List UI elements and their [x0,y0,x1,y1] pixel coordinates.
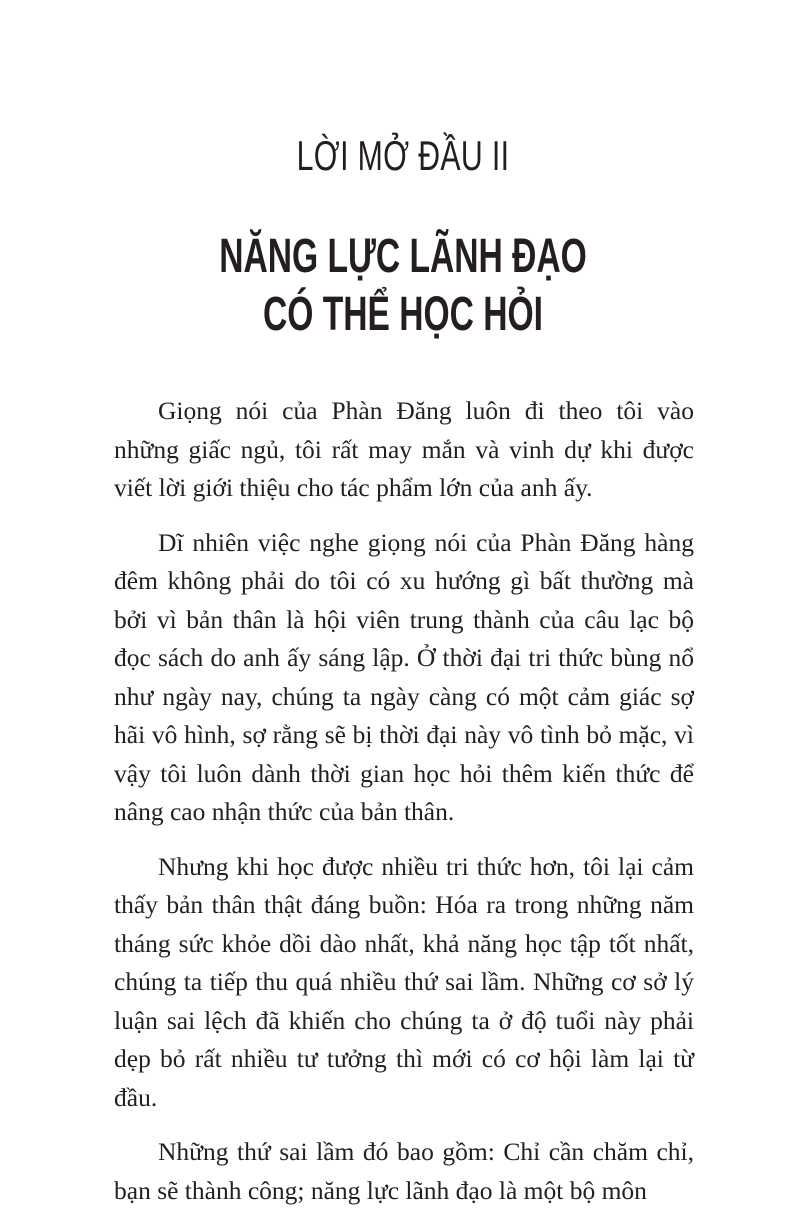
paragraph-3: Nhưng khi học được nhiều tri thức hơn, tôi lại cảm thấy bản thân thật đáng buồn: Hóa ra trong những năm tháng sức khỏe dồi dào nhất, khả năng học tập tốt nhất, chúng ta tiếp thu quá nhiều thứ sai lầm. Những cơ sở lý luận sai lệch đã khiến cho chúng ta ở độ tuổi này phải dẹp bỏ rất nhiều tư tưởng thì mới có cơ hội làm lại từ đầu. [114,851,694,1112]
body-text [114,392,694,1226]
chapter-title-line-2: CÓ THỂ HỌC HỎI [262,288,543,341]
chapter-title [121,228,685,344]
paragraph-2: Dĩ nhiên việc nghe giọng nói của Phàn Đăng hàng đêm không phải do tôi có xu hướng gì bất thường mà bởi vì bản thân là hội viên trung thành của câu lạc bộ đọc sách do anh ấy sáng lập. Ở thời đại tri thức bùng nổ như ngày nay, chúng ta ngày càng có một cảm giác sợ hãi vô hình, sợ rằng sẽ bị thời đại này vô tình bỏ mặc, vì vậy tôi luôn dành thời gian học hỏi thêm kiến thức để nâng cao nhận thức của bản thân. [114,527,694,826]
chapter-title-line-1: NĂNG LỰC LÃNH ĐẠO [219,230,587,283]
paragraph-4: Những thứ sai lầm đó bao gồm: Chỉ cần chăm chỉ, bạn sẽ thành công; năng lực lãnh đạo là một bộ môn [114,1137,694,1205]
chapter-label: LỜI MỞ ĐẦU II [296,132,510,179]
paragraph-1: Giọng nói của Phàn Đăng luôn đi theo tôi vào những giấc ngủ, tôi rất may mắn và vinh dự khi được viết lời giới thiệu cho tác phẩm lớn của anh ấy. [114,396,694,502]
